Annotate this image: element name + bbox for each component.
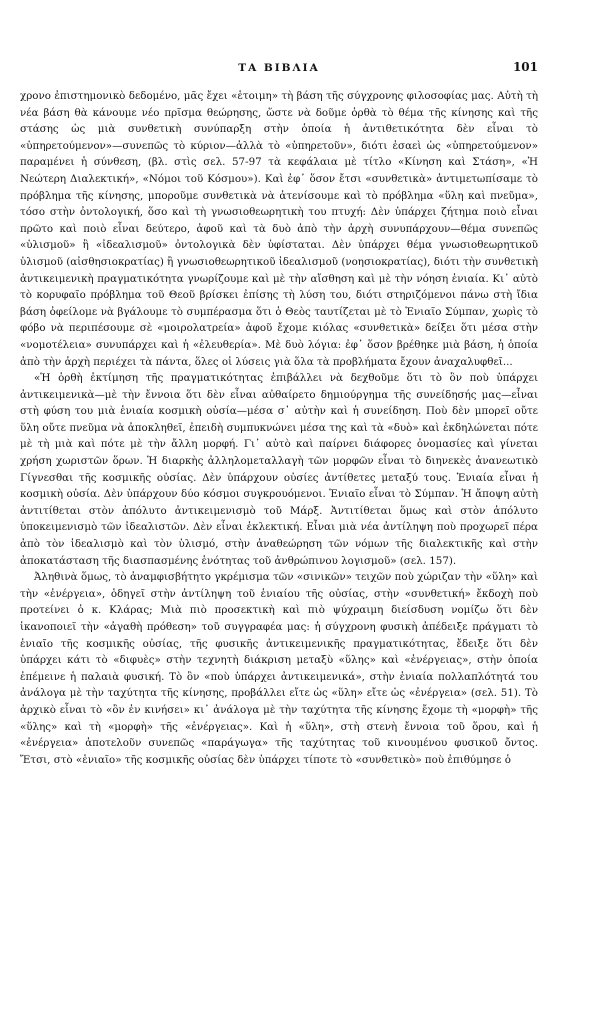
paragraph-2: «Ἡ ὀρθὴ ἐκτίμηση τῆς πραγματικότητας ἐπιβάλλει νὰ δεχθοῦμε ὅτι τὸ ὂν ποὺ ὑπάρχει ἀντικειμενικὰ—μὲ τὴν ἔννοια ὅτι δὲν εἶναι αὐθαίρετο δημιούργημα τῆς συνείδησής μας—εἶναι στὴ φύση του μιὰ ἑνιαία κοσμικὴ οὐσία—μέσα σ᾿ αὐτὴν καὶ ἡ συνείδηση. Ποὺ δὲν μπορεῖ οὔτε ὕλη οὔτε πνεῦμα νὰ ἀποκληθεῖ, ἐπειδὴ συμπυκνώνει μέσα της καὶ τὰ «δυὸ» καὶ ἐκδηλώνεται πότε μὲ τὴ μιὰ καὶ πότε μὲ τὴν ἄλλη μορφή. Γι᾿ αὐτὸ καὶ παίρνει διάφορες ὀνομασίες καὶ γίνεται χρήση χωριστῶν ὅρων. Ἡ διαρκὴς ἀλληλομεταλλαγὴ τῶν μορφῶν εἶναι τὸ διηνεκὲς ἀνανεωτικὸ Γίγνεσθαι τῆς κοσμικῆς οὐσίας. Δὲν ὑπάρχουν οὐσίες ἀντίθετες μεταξύ τους. Ἑνιαία εἶναι ἡ κοσμικὴ οὐσία. Δὲν ὑπάρχουν δύο κόσμοι συγκρουόμενοι. Ἑνιαῖο εἶναι τὸ Σύμπαν. Ἡ ἄποψη αὐτὴ ἀντιτίθεται στὸν ἀπόλυτο ἀντικειμενισμὸ τοῦ Μάρξ. Ἀντιτίθεται ὅμως καὶ στὸν ἀπόλυτο ὑποκειμενισμὸ τῶν ἰδεαλιστῶν. Δὲν εἶναι ἐκλεκτική. Εἶναι μιὰ νέα ἀντίληψη ποὺ προχωρεῖ πέρα ἀπὸ τὸν ἰδεαλισμὸ καὶ τὸν ὑλισμό, στὴν ἀναθεώρηση τῶν νόμων τῆς διαλεκτικῆς καὶ στὴν ἀποκατάσταση τῆς διασπασμένης ἑνότητας τοῦ ἀνθρώπινου λογισμοῦ» (σελ. 157). — [20, 372, 538, 567]
paragraph-3: Ἀληθινὰ ὅμως, τὸ ἀναμφισβήτητο γκρέμισμα τῶν «σινικῶν» τειχῶν ποὺ χώριζαν τὴν «ὕλη» καὶ τὴν «ἐνέργεια», ὁδηγεῖ στὴν ἀντίληψη τοῦ ἑνιαίου τῆς οὐσίας, στὴν «συνθετική» ἔκδοχὴ ποὺ προτείνει ὁ κ. Κλάρας; Μιὰ πιὸ προσεκτικὴ καὶ πιὸ ψύχραιμη διείσδυση νομίζω ὅτι δὲν ἱκανοποιεῖ τὴν «ἀγαθὴ πρόθεση» τοῦ συγγραφέα μας: ἡ σύγχρονη φυσικὴ ἀπέδειξε πράγματι τὸ ἑνιαῖο τῆς κοσμικῆς οὐσίας, τῆς φυσικῆς ἀντικειμενικῆς πραγματικότητας, ἔδειξε ὅτι δὲν ὑπάρχει κάτι τὸ «διφυὲς» στὴν τεχνητὴ διάκριση μεταξὺ «ὕλης» καὶ «ἐνέργειας», στὴν ὁποία ἐπέμεινε ἡ παλαιὰ φυσική. Τὸ ὂν «ποὺ ὑπάρχει ἀντικειμενικά», στὴν ἑνιαία πολλαπλότητά του ἀνάλογα μὲ τὴν ταχύτητα τῆς κίνησης, προβάλλει εἴτε ὡς «ὕλη» εἴτε ὡς «ἐνέργεια» (σελ. 51). Τὸ ἀρχικὸ εἶναι τὸ «ὂν ἐν κινήσει» κι᾿ ἀνάλογα μὲ τὴν ταχύτητα τῆς κίνησης ἔχομε τὴ «μορφὴ» τῆς «ὕλης» καὶ τὴ «μορφὴ» τῆς «ἐνέργειας». Καὶ ἡ «ὕλη», στὴ στενὴ ἔννοια τοῦ ὅρου, καὶ ἡ «ἐνέργεια» ἀποτελοῦν συνεπῶς «παράγωγα» τῆς ταχύτητας τοῦ κινουμένου φυσικοῦ ὄντος. Ἔτσι, στὸ «ἑνιαῖο» τῆς κοσμικῆς οὐσίας δὲν ὑπάρχει τίποτε τὸ «συνθετικὸ» ποὺ ἐπιθύμησε ὁ — [20, 571, 538, 766]
running-title: ΤΑ ΒΙΒΛΙΑ — [238, 62, 320, 74]
body-text — [20, 88, 538, 768]
running-header — [20, 58, 538, 80]
paragraph-1: χρονο ἐπιστημονικὸ δεδομένο, μᾶς ἔχει «ἑτοιμη» τὴ βάση τῆς σύγχρονης φιλοσοφίας μας. Αὐτὴ τὴ νέα βάση θὰ κάνουμε νέο πρῖσμα θεώρησης, ὥστε νὰ δοῦμε ὀρθὰ τὸ θέμα τῆς κίνησης καὶ τῆς στάσης ὡς μιὰ συνθετικὴ συνύπαρξη στὴν ὁποία ἡ ἀντιθετικότητα δὲν εἶναι τὸ «ὑπηρετούμενον»—συνεπῶς τὸ κύριον—ἀλλὰ τὸ «ὑπηρετοῦν», διότι ἐσαεὶ ὡς «ὑπηρετούμενον» παραμένει ἡ σύνθεση, (βλ. στὶς σελ. 57-97 τὰ κεφάλαια μὲ τίτλο «Κίνηση καὶ Στάση», «Ἡ Νεώτερη Διαλεκτική», «Νόμοι τοῦ Κόσμου»). Καὶ ἐφ᾿ ὅσον ἔτσι «συνθετικὰ» ἀντιμετωπίσαμε τὸ πρόβλημα τῆς κίνησης, μποροῦμε συνθετικὰ νὰ ἀτενίσουμε καὶ τὸ πρόβλημα «ὕλη καὶ πνεῦμα», τόσο στὴν ὀντολογική, ὅσο καὶ τὴ γνωσιοθεωρητικὴ του πτυχή: Δὲν ὑπάρχει ζήτημα ποιὸ εἶναι πρῶτο καὶ ποιὸ εἶναι δεύτερο, ἀφοῦ καὶ τὰ δυὸ ἀπὸ τὴν ἀρχὴ συνυπάρχουν—θέμα συνεπῶς «ὑλισμοῦ» ἢ «ἰδεαλισμοῦ» ὀντολογικὰ δὲν ὑφίσταται. Δὲν ὑπάρχει θέμα γνωσιοθεωρητικοῦ ὑλισμοῦ (αἰσθησιοκρατίας) ἢ γνωσιοθεωρητικοῦ ἰδεαλισμοῦ (νοησιοκρατίας), διότι τὴν συνθετικὴ ἀντικειμενικὴ πραγματικότητα γνωρίζουμε καὶ μὲ τὴν αἴσθηση καὶ μὲ τὴν νόηση ἑνιαία. Κι᾿ αὐτὸ τὸ κορυφαῖο πρόβλημα τοῦ Θεοῦ βρίσκει ἐπίσης τὴ λύση του, διότι στηριζόμενοι πάνω στὴ ἴδια βάση ὀφείλομε νὰ βγάλουμε τὸ συμπέρασμα ὅτι ὁ Θεὸς ταυτίζεται μὲ τὸ Ἑνιαῖο Σύμπαν, χωρὶς τὸ φόβο νὰ περιπέσουμε σὲ «μοιρολατρεία» ἀφοῦ ἔχομε κιόλας «συνθετικὰ» δείξει ὅτι μέσα στὴν «νομοτέλεια» συνυπάρχει καὶ ἡ «ἐλευθερία». Μὲ δυὸ λόγια: ἐφ᾿ ὅσον βρέθηκε μιὰ βάση, ἡ ὁποία ἀπὸ τὴν ἀρχὴ περιέχει τὰ πάντα, ὅλες οἱ λύσεις γιὰ ὅλα τὰ προβλήματα ἔχουν ἀναχαλυφθεῖ... — [20, 90, 538, 368]
book-page — [20, 58, 538, 768]
page-number: 101 — [512, 60, 538, 74]
